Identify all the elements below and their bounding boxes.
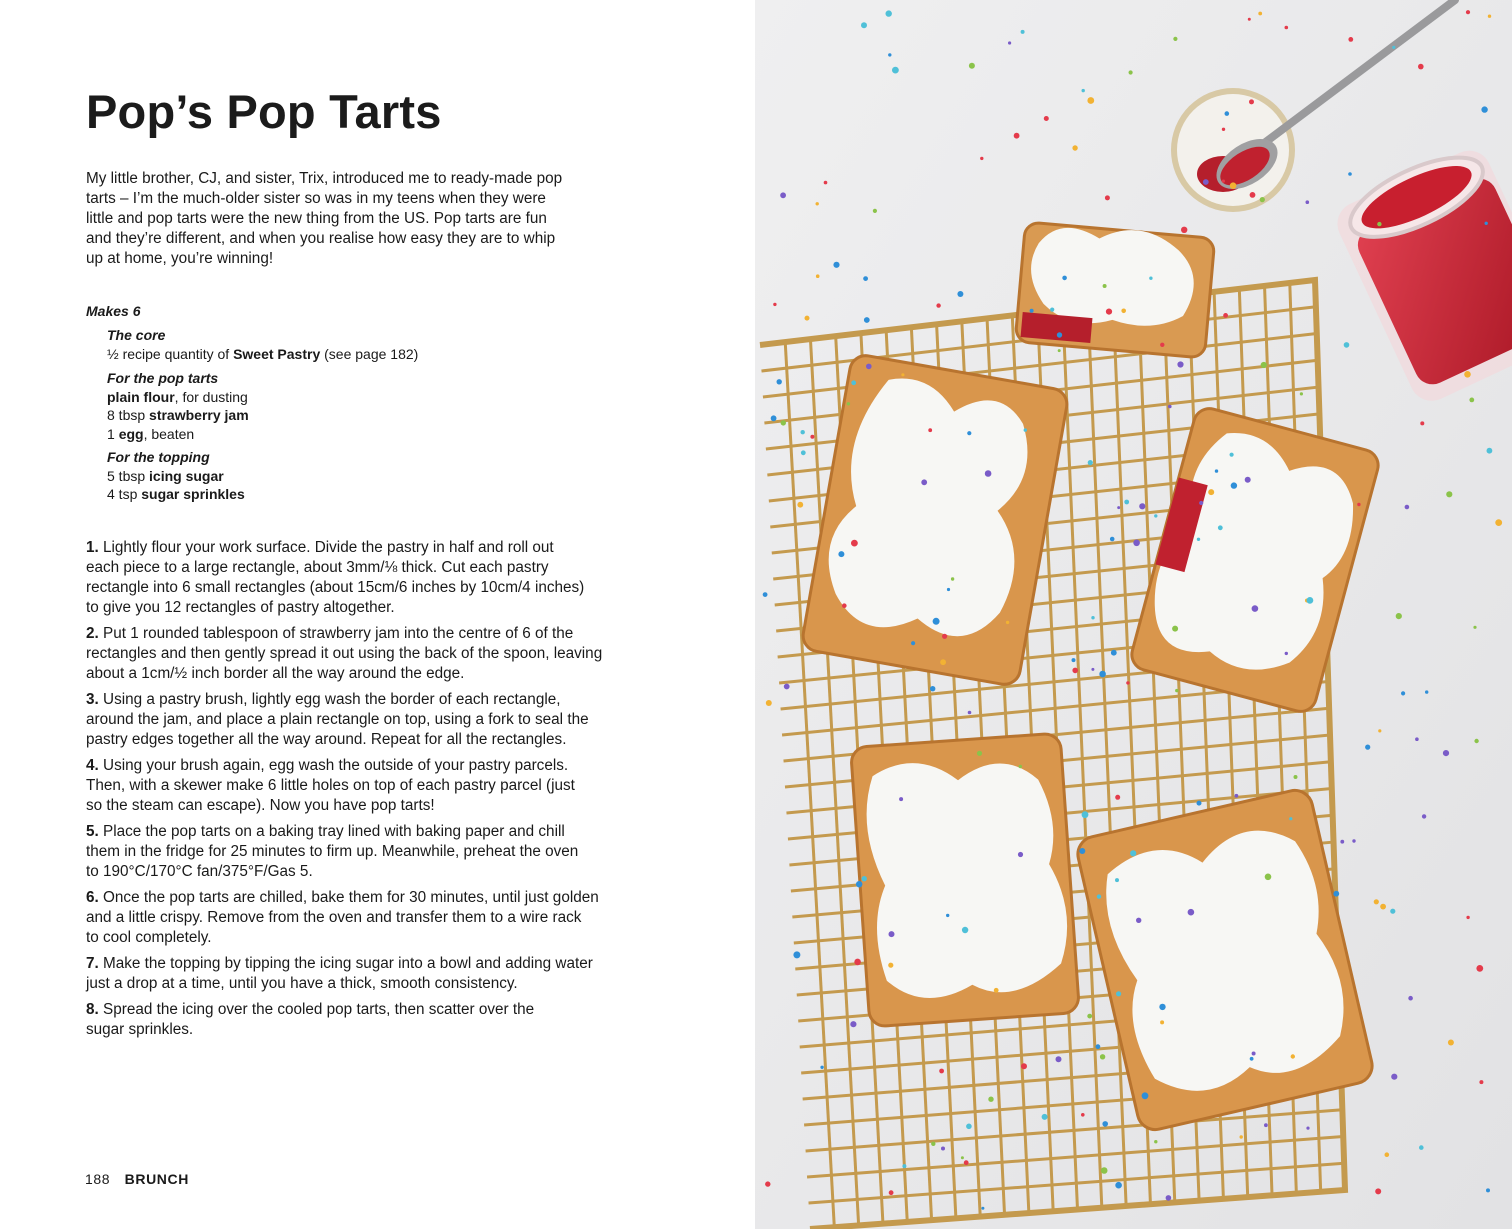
section-name: BRUNCH	[124, 1171, 189, 1187]
sprinkle	[1101, 1167, 1108, 1174]
sprinkle	[1021, 1063, 1027, 1069]
sprinkle	[1230, 453, 1234, 457]
sprinkle	[921, 479, 927, 485]
step-line: pastry edges together all the way around. Repeat for all the rectangles.	[86, 731, 567, 748]
step-line: Then, with a skewer make 6 little holes on top of each pastry parcel (just	[86, 777, 575, 794]
step-line: so the steam can escape). Now you have pop tarts!	[86, 797, 435, 814]
sprinkle	[1050, 308, 1054, 312]
sprinkle	[1260, 197, 1265, 202]
sprinkle	[1079, 848, 1085, 854]
sprinkle	[1057, 332, 1062, 337]
sprinkle	[1348, 37, 1353, 42]
sprinkle	[967, 431, 971, 435]
sprinkle	[1111, 650, 1117, 656]
sprinkle	[1289, 817, 1292, 820]
sprinkle	[861, 22, 867, 28]
step-number: 3.	[86, 691, 99, 708]
sprinkle	[1133, 540, 1140, 547]
sprinkle	[793, 951, 800, 958]
sprinkle	[969, 63, 975, 69]
step-number: 6.	[86, 889, 99, 906]
step-number: 8.	[86, 1001, 99, 1018]
step-number: 5.	[86, 823, 99, 840]
sprinkle	[1344, 342, 1350, 348]
sprinkle	[1110, 537, 1115, 542]
sprinkle	[810, 435, 814, 439]
step-line: 5. Place the pop tarts on a baking tray lined with baking paper and chill	[86, 823, 565, 840]
sprinkle	[781, 420, 786, 425]
sprinkle	[1446, 491, 1452, 497]
step-line: around the jam, and place a plain rectangle on top, using a fork to seal the	[86, 711, 589, 728]
intro-line: My little brother, CJ, and sister, Trix, introduced me to ready-made pop	[86, 170, 563, 187]
sprinkle	[1082, 811, 1089, 818]
sprinkle	[1401, 691, 1405, 695]
sprinkle	[801, 450, 806, 455]
sprinkle	[1154, 514, 1157, 517]
sprinkle	[863, 276, 868, 281]
sprinkle	[1408, 996, 1413, 1001]
sprinkle	[780, 192, 786, 198]
sprinkle	[1285, 652, 1288, 655]
sprinkle	[797, 502, 803, 508]
sprinkle	[1222, 180, 1225, 183]
method-steps	[86, 538, 686, 1046]
step-line: 2. Put 1 rounded tablespoon of strawberry jam into the centre of 6 of the	[86, 625, 574, 642]
sprinkle	[1058, 349, 1061, 352]
sprinkle	[805, 316, 810, 321]
sprinkle	[1160, 343, 1164, 347]
pop-tarts-photo	[755, 0, 1512, 1229]
sprinkle	[1348, 172, 1352, 176]
sprinkle	[866, 364, 872, 370]
sprinkle	[864, 317, 870, 323]
step-line: each piece to a large rectangle, about 3mm/⅛ thick. Cut each pastry	[86, 559, 549, 576]
sprinkle	[1365, 745, 1370, 750]
sprinkle	[1124, 500, 1129, 505]
sprinkle	[1418, 64, 1424, 70]
sprinkle	[940, 659, 946, 665]
sprinkle	[1466, 10, 1470, 14]
intro-paragraph	[86, 169, 646, 269]
sprinkle	[862, 876, 867, 881]
sprinkle	[842, 603, 847, 608]
sprinkle	[1030, 309, 1034, 313]
sprinkle	[1285, 26, 1289, 30]
method-step	[86, 690, 686, 750]
sprinkle	[1199, 501, 1203, 505]
sprinkle	[947, 588, 950, 591]
sprinkle	[1203, 179, 1209, 185]
sprinkle	[1019, 765, 1022, 768]
sprinkle	[1105, 195, 1110, 200]
sprinkle	[766, 700, 772, 706]
sprinkle	[966, 1124, 972, 1130]
step-line: rectangle into 6 small rectangles (about 15cm/6 inches by 10cm/4 inches)	[86, 579, 585, 596]
sprinkle	[901, 373, 904, 376]
ingredient-line: 4 tsp sugar sprinkles	[107, 486, 245, 502]
sprinkle	[1099, 671, 1106, 678]
sprinkle	[1377, 222, 1381, 226]
sprinkle	[1136, 918, 1141, 923]
sprinkle	[1168, 405, 1172, 409]
sprinkle	[773, 303, 776, 306]
sprinkle	[1072, 658, 1076, 662]
sprinkle	[985, 470, 992, 477]
sprinkle	[1106, 309, 1112, 315]
sprinkle	[1102, 1121, 1108, 1127]
sprinkle	[930, 686, 935, 691]
sprinkle	[1139, 503, 1145, 509]
method-step	[86, 538, 686, 618]
sprinkle	[1160, 1020, 1164, 1024]
sprinkle	[1405, 505, 1410, 510]
sprinkle	[1014, 133, 1020, 139]
pop-tart-top	[1015, 221, 1215, 358]
sprinkle	[1380, 904, 1386, 910]
intro-line: tarts – I’m the much-older sister so was in my teens when they were	[86, 190, 546, 207]
sprinkle	[1159, 1004, 1165, 1010]
sprinkle	[1115, 1182, 1122, 1189]
sprinkle	[1252, 605, 1259, 612]
sprinkle	[851, 380, 856, 385]
sprinkle	[1082, 89, 1085, 92]
sprinkle	[838, 551, 844, 557]
sprinkle	[1340, 840, 1344, 844]
sprinkle	[1181, 227, 1187, 233]
sprinkle	[1307, 597, 1314, 604]
sprinkle	[1197, 538, 1200, 541]
method-step	[86, 624, 686, 684]
sprinkle	[1042, 1114, 1048, 1120]
sprinkle	[889, 931, 895, 937]
step-line: to give you 12 rectangles of pastry altogether.	[86, 599, 395, 616]
sprinkle	[1294, 775, 1298, 779]
sprinkle	[928, 428, 932, 432]
sprinkle	[1300, 392, 1303, 395]
sprinkle	[1392, 46, 1395, 49]
ingredient-group-title: For the pop tarts	[107, 370, 219, 386]
sprinkle	[1488, 15, 1491, 18]
ingredient-line: 8 tbsp strawberry jam	[107, 407, 249, 423]
sprinkle	[888, 53, 891, 56]
sprinkle	[1448, 1040, 1454, 1046]
sprinkle	[1261, 362, 1267, 368]
sprinkle	[1466, 916, 1469, 919]
sprinkle	[1215, 469, 1218, 472]
sprinkle	[1258, 12, 1262, 16]
sprinkle	[1396, 613, 1402, 619]
sprinkle	[816, 274, 820, 278]
sprinkle	[1072, 145, 1077, 150]
ingredient-group-pop-tarts	[107, 369, 607, 443]
sprinkle	[968, 711, 972, 715]
sprinkle	[1091, 668, 1094, 671]
sprinkle	[1222, 128, 1225, 131]
sprinkle	[1006, 621, 1009, 624]
sprinkle	[1116, 991, 1121, 996]
step-line: rectangles and then gently spread it out using the back of the spoon, leaving	[86, 645, 603, 662]
sprinkle	[1420, 421, 1424, 425]
sprinkle	[957, 291, 963, 297]
sprinkle	[1097, 894, 1101, 898]
page-footer	[85, 1171, 189, 1187]
sprinkle	[1248, 18, 1251, 21]
sprinkle	[1142, 1092, 1149, 1099]
sprinkle	[1115, 795, 1120, 800]
sprinkle	[820, 1066, 823, 1069]
step-line: about a 1cm/½ inch border all the way around the edge.	[86, 665, 465, 682]
sprinkle	[1443, 750, 1449, 756]
step-line: 7. Make the topping by tipping the icing sugar into a bowl and adding water	[86, 955, 593, 972]
step-line: to 190°C/170°C fan/375°F/Gas 5.	[86, 863, 313, 880]
ingredient-group-title: The core	[107, 327, 166, 343]
sprinkle	[1235, 794, 1239, 798]
ingredient-line: 5 tbsp icing sugar	[107, 467, 224, 484]
sprinkle	[765, 1181, 770, 1186]
ingredient-group-core	[107, 326, 607, 363]
sprinkle	[1249, 99, 1254, 104]
method-step	[86, 822, 686, 882]
sprinkle	[1021, 30, 1025, 34]
sprinkle	[777, 379, 782, 384]
method-step	[86, 1000, 686, 1040]
sprinkle	[1464, 371, 1471, 378]
pop-tart-bottom-left	[850, 733, 1079, 1027]
sprinkle	[1479, 1080, 1483, 1084]
sprinkle	[933, 618, 940, 625]
sprinkle	[1018, 852, 1023, 857]
sprinkle	[1121, 309, 1126, 314]
sprinkle	[962, 927, 968, 933]
sprinkle	[856, 881, 862, 887]
sprinkle	[1024, 428, 1027, 431]
sprinkle	[1166, 1195, 1172, 1201]
sprinkle	[1385, 1152, 1390, 1157]
sprinkle	[1100, 1054, 1105, 1059]
sprinkle	[1231, 482, 1237, 488]
sprinkle	[784, 684, 790, 690]
ingredient-line: ½ recipe quantity of Sweet Pastry (see page 182)	[107, 345, 419, 362]
sprinkle	[873, 209, 877, 213]
sprinkle	[1474, 739, 1478, 743]
sprinkle	[946, 914, 949, 917]
ingredient-group-title: For the topping	[107, 449, 210, 465]
sprinkle	[1129, 70, 1133, 74]
sprinkle	[977, 751, 982, 756]
recipe-title: Pop’s Pop Tarts	[86, 85, 442, 138]
sprinkle	[1391, 1074, 1397, 1080]
sprinkle	[1485, 222, 1488, 225]
sprinkle	[899, 797, 903, 801]
sprinkle	[1103, 284, 1107, 288]
sprinkle	[1072, 668, 1078, 674]
sprinkle	[1422, 814, 1426, 818]
sprinkle	[1245, 477, 1251, 483]
sprinkle	[942, 634, 947, 639]
sprinkle	[1291, 1054, 1295, 1058]
sprinkle	[1375, 1188, 1381, 1194]
step-line: to cool completely.	[86, 929, 212, 946]
sprinkle	[1088, 460, 1093, 465]
sprinkle	[1390, 909, 1395, 914]
sprinkle	[1419, 1145, 1424, 1150]
sprinkle	[941, 1147, 945, 1151]
sprinkle	[1188, 909, 1195, 916]
step-number: 4.	[86, 757, 99, 774]
sprinkle	[1008, 41, 1011, 44]
sprinkle	[1130, 850, 1136, 856]
sprinkle	[1265, 874, 1272, 881]
sprinkle	[1117, 506, 1120, 509]
sprinkle	[1481, 106, 1487, 112]
intro-line: up at home, you’re winning!	[86, 250, 274, 267]
sprinkle	[1225, 111, 1230, 116]
sprinkle	[1087, 1014, 1092, 1019]
sprinkle	[1476, 965, 1483, 972]
sprinkle	[824, 181, 828, 185]
sprinkle	[988, 1097, 993, 1102]
sprinkle	[1154, 1140, 1157, 1143]
sprinkle	[886, 10, 892, 16]
sprinkle	[1352, 839, 1355, 842]
sprinkle	[1096, 1044, 1101, 1049]
sprinkle	[892, 67, 899, 74]
intro-line: little and pop tarts were the new thing from the US. Pop tarts are fun	[86, 210, 547, 227]
sprinkle	[1374, 899, 1379, 904]
sprinkle	[939, 1069, 944, 1074]
sprinkle	[833, 262, 839, 268]
sprinkle	[1487, 448, 1493, 454]
sprinkle	[1044, 116, 1049, 121]
sprinkle	[888, 963, 893, 968]
sprinkle	[850, 1021, 856, 1027]
sprinkle	[1091, 616, 1094, 619]
servings: Makes 6	[86, 303, 141, 319]
step-line: 6. Once the pop tarts are chilled, bake them for 30 minutes, until just golden	[86, 889, 599, 906]
sprinkle	[911, 641, 915, 645]
sprinkle	[1250, 1057, 1254, 1061]
sprinkle	[951, 577, 954, 580]
step-line: them in the fridge for 25 minutes to firm up. Meanwhile, preheat the oven	[86, 843, 579, 860]
ingredient-line: 1 egg, beaten	[107, 425, 195, 442]
sprinkle	[816, 202, 819, 205]
sprinkle	[763, 592, 768, 597]
sprinkle	[1223, 313, 1228, 318]
sprinkle	[1495, 519, 1502, 526]
sprinkle	[1062, 276, 1067, 281]
sprinkle	[1425, 690, 1428, 693]
photo-page	[755, 0, 1512, 1229]
ingredient-line: plain flour, for dusting	[107, 388, 248, 405]
recipe-page	[0, 0, 755, 1229]
step-line: 3. Using a pastry brush, lightly egg wash the border of each rectangle,	[86, 691, 561, 708]
step-line: 4. Using your brush again, egg wash the outside of your pastry parcels.	[86, 757, 569, 774]
sprinkle	[1081, 1113, 1085, 1117]
method-step	[86, 756, 686, 816]
sprinkle	[1149, 277, 1152, 280]
sprinkle	[931, 1142, 935, 1146]
method-step	[86, 954, 686, 994]
sprinkle	[1264, 1123, 1268, 1127]
sprinkle	[1378, 729, 1381, 732]
sprinkle	[1250, 192, 1256, 198]
sprinkle	[981, 1207, 984, 1210]
sprinkle	[994, 988, 999, 993]
sprinkle	[980, 157, 983, 160]
sprinkle	[771, 415, 777, 421]
sprinkle	[847, 402, 850, 405]
sprinkle	[1115, 878, 1119, 882]
step-line: sugar sprinkles.	[86, 1021, 194, 1038]
method-step	[86, 888, 686, 948]
sprinkle	[902, 1164, 906, 1168]
intro-line: and they’re different, and when you realise how easy they are to whip	[86, 230, 556, 247]
sprinkle	[851, 540, 858, 547]
page-number: 188	[85, 1171, 111, 1187]
sprinkle	[1469, 398, 1474, 403]
ingredient-group-topping	[107, 448, 607, 504]
step-line: 8. Spread the icing over the cooled pop tarts, then scatter over the	[86, 1001, 535, 1018]
step-line: 1. Lightly flour your work surface. Divide the pastry in half and roll out	[86, 539, 554, 556]
sprinkle	[1230, 182, 1237, 189]
sprinkle	[1177, 361, 1183, 367]
sprinkle	[1306, 1127, 1309, 1130]
sprinkle	[854, 959, 861, 966]
sprinkle	[1087, 97, 1094, 104]
sprinkle	[801, 430, 805, 434]
sprinkle	[1175, 689, 1178, 692]
sprinkle	[1415, 737, 1419, 741]
sprinkle	[1473, 626, 1476, 629]
sprinkle	[1126, 681, 1129, 684]
sprinkle	[1357, 503, 1360, 506]
sprinkle	[961, 1156, 964, 1159]
sprinkle	[1208, 489, 1214, 495]
step-number: 1.	[86, 539, 99, 556]
step-number: 7.	[86, 955, 99, 972]
sprinkle	[1197, 801, 1202, 806]
sprinkle	[964, 1160, 969, 1165]
sprinkle	[1252, 1052, 1256, 1056]
sprinkle	[1240, 1135, 1243, 1138]
sprinkle	[1218, 525, 1223, 530]
step-line: and a little crispy. Remove from the oven and transfer them to a wire rack	[86, 909, 582, 926]
sprinkle	[1306, 200, 1310, 204]
sprinkle	[1056, 1056, 1062, 1062]
step-line: just a drop at a time, until you have a thick, smooth consistency.	[86, 975, 518, 992]
sprinkle	[1486, 1188, 1490, 1192]
sprinkle	[936, 303, 940, 307]
sprinkle	[1333, 891, 1339, 897]
step-number: 2.	[86, 625, 99, 642]
sprinkle	[1172, 626, 1178, 632]
sprinkle	[889, 1190, 894, 1195]
sprinkle	[1173, 37, 1177, 41]
